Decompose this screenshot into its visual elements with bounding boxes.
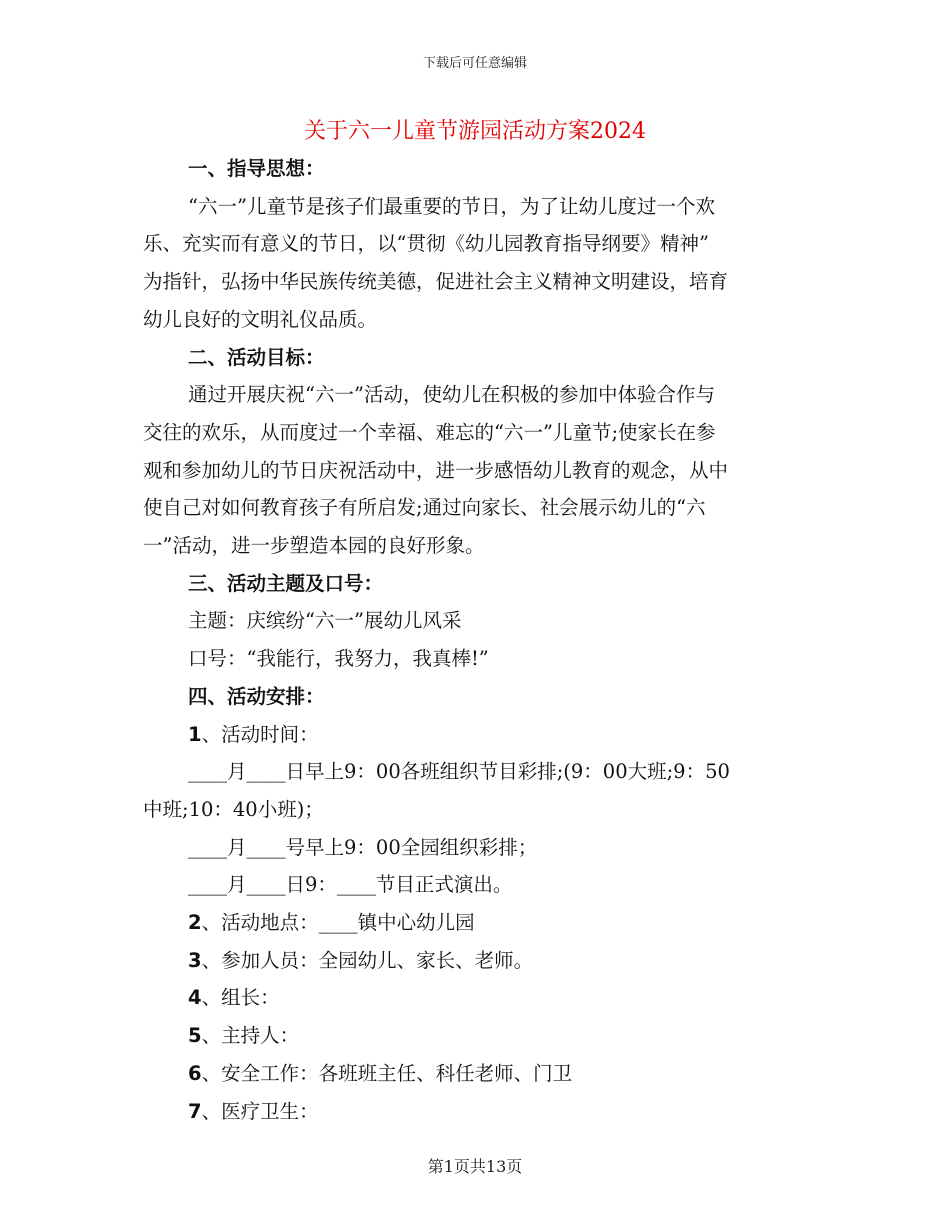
- paragraph-line: 使自己对如何教育孩子有所启发;通过向家长、社会展示幼儿的“六: [143, 496, 706, 520]
- item-number: 2: [188, 911, 202, 935]
- paragraph-line: 交往的欢乐，从而度过一个幸福、难忘的“六一”儿童节;使家长在参: [143, 420, 716, 444]
- item-number: 5: [188, 1024, 202, 1048]
- item-number: 6: [188, 1061, 202, 1085]
- paragraph-line: “六一”儿童节是孩子们最重要的节日，为了让幼儿度过一个欢: [188, 194, 715, 218]
- list-item: [143, 904, 813, 942]
- schedule-line: ____月____日早上9：00各班组织节目彩排;(9：00大班;9：50: [188, 760, 730, 784]
- item-text: 、主持人：: [201, 1024, 300, 1048]
- section-heading-1: 一、指导思想：: [188, 157, 325, 180]
- item-text: 、活动时间：: [201, 722, 319, 746]
- item-text: 、医疗卫生：: [201, 1099, 319, 1123]
- item-number: 1: [188, 722, 202, 746]
- paragraph-line: 观和参加幼儿的节日庆祝活动中，进一步感悟幼儿教育的观念，从中: [143, 458, 729, 482]
- paragraph-line: 幼儿良好的文明礼仪品质。: [143, 307, 378, 331]
- document-title: 关于六一儿童节游园活动方案2024: [304, 119, 646, 144]
- header-note: 下载后可任意编辑: [422, 56, 527, 71]
- theme-line: 主题：庆缤纷“六一”展幼儿风采: [188, 609, 462, 633]
- item-text: 、安全工作：各班班主任、科任老师、门卫: [201, 1061, 573, 1085]
- section-heading-4: 四、活动安排：: [188, 684, 325, 708]
- document-body: [143, 150, 813, 1130]
- item-text: 、活动地点：____镇中心幼儿园: [201, 911, 475, 935]
- list-item: [143, 1055, 813, 1093]
- item-number: 7: [188, 1099, 202, 1123]
- item-text: 、参加人员：全园幼儿、家长、老师。: [201, 948, 534, 972]
- section-heading-2: 二、活动目标：: [188, 345, 325, 369]
- paragraph-line: 一”活动，进一步塑造本园的良好形象。: [143, 534, 485, 558]
- item-text: 、组长：: [201, 986, 280, 1010]
- schedule-line: ____月____日9：____节目正式演出。: [188, 873, 513, 897]
- item-number: 3: [188, 948, 202, 972]
- list-item: [143, 1017, 813, 1055]
- item-number: 4: [188, 986, 202, 1010]
- page-number: 第1页共13页: [427, 1157, 523, 1176]
- schedule-line: ____月____号早上9：00全园组织彩排；: [188, 835, 538, 859]
- section-heading-3: 三、活动主题及口号：: [188, 571, 384, 595]
- paragraph-line: 通过开展庆祝“六一”活动，使幼儿在积极的参加中体验合作与: [188, 383, 715, 407]
- slogan-line: 口号：“我能行，我努力，我真棒!”: [188, 647, 489, 671]
- paragraph-line: 乐、充实而有意义的节日，以“贯彻《幼儿园教育指导纲要》精神”: [143, 232, 709, 256]
- list-item: [143, 942, 813, 980]
- list-item: [143, 979, 813, 1017]
- list-item: [143, 1093, 813, 1131]
- list-item: [143, 716, 813, 754]
- paragraph-line: 为指针，弘扬中华民族传统美德，促进社会主义精神文明建设，培育: [143, 270, 729, 294]
- schedule-line: 中班;10：40小班)；: [143, 797, 324, 821]
